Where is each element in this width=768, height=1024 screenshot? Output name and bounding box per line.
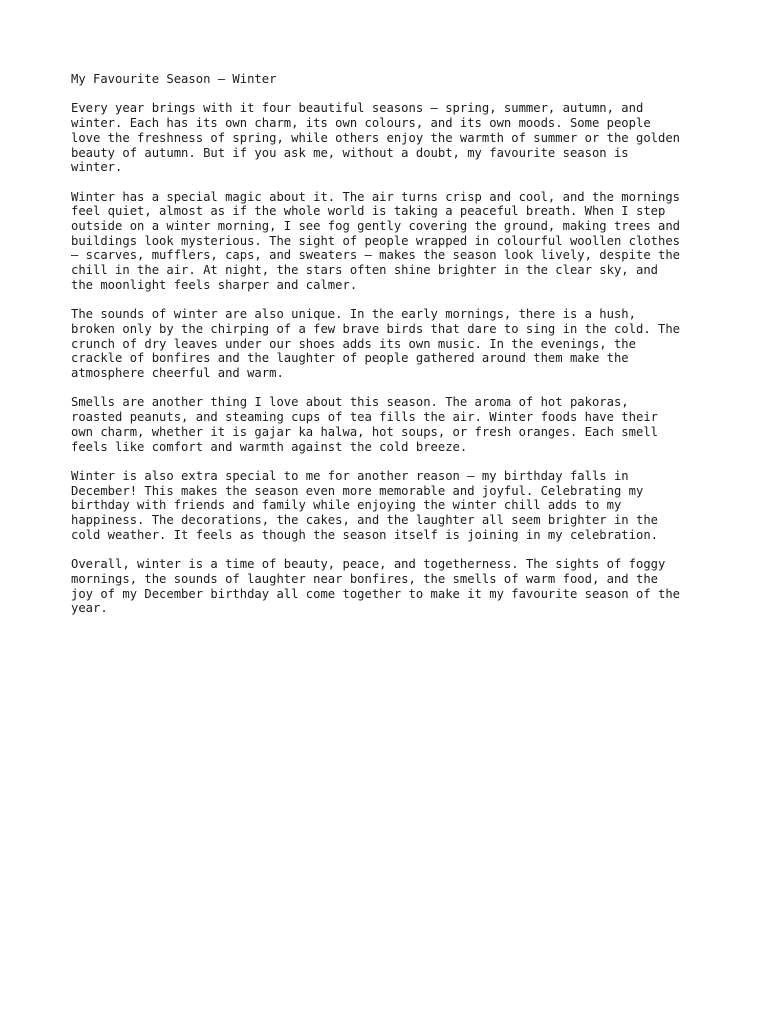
document-title: My Favourite Season – Winter <box>71 72 277 86</box>
text-line: The sounds of winter are also unique. In the early mornings, there is a hush, <box>71 307 636 322</box>
text-line: cold weather. It feels as though the season itself is joining in my celebration. <box>71 527 658 542</box>
text-line: mornings, the sounds of laughter near bonfires, the smells of warm food, and the <box>71 571 658 586</box>
text-line: broken only by the chirping of a few brave birds that dare to sing in the cold. The <box>71 321 681 336</box>
text-line: Smells are another thing I love about this season. The aroma of hot pakoras, <box>71 395 629 410</box>
text-line: Winter has a special magic about it. The air turns crisp and cool, and the mornings <box>71 189 681 204</box>
paragraph <box>71 307 711 381</box>
text-line: Overall, winter is a time of beauty, peace, and togetherness. The sights of foggy <box>71 557 666 572</box>
text-line: love the freshness of spring, while others enjoy the warmth of summer or the golden <box>71 130 681 145</box>
text-line: December! This makes the season even more memorable and joyful. Celebrating my <box>71 483 644 498</box>
paragraph <box>71 395 711 454</box>
text-line: happiness. The decorations, the cakes, and the laughter all seem brighter in the <box>71 513 658 528</box>
text-line: the moonlight feels sharper and calmer. <box>71 277 358 292</box>
document-page <box>71 72 711 631</box>
text-line: Every year brings with it four beautiful seasons – spring, summer, autumn, and <box>71 101 644 116</box>
text-line: buildings look mysterious. The sight of people wrapped in colourful woollen clothes <box>71 233 681 248</box>
text-line: atmosphere cheerful and warm. <box>71 366 284 381</box>
text-line: year. <box>71 601 108 616</box>
text-line: beauty of autumn. But if you ask me, without a doubt, my favourite season is <box>71 145 629 160</box>
text-line: crunch of dry leaves under our shoes adds its own music. In the evenings, the <box>71 336 636 351</box>
text-line: chill in the air. At night, the stars often shine brighter in the clear sky, and <box>71 263 658 278</box>
text-line: outside on a winter morning, I see fog gently covering the ground, making trees and <box>71 219 681 233</box>
text-line: – scarves, mufflers, caps, and sweaters – makes the season look lively, despite the <box>71 248 681 263</box>
paragraph <box>71 469 711 543</box>
text-line: feel quiet, almost as if the whole world is taking a peaceful breath. When I step <box>71 204 666 219</box>
text-line: own charm, whether it is gajar ka halwa, hot soups, or fresh oranges. Each smell <box>71 424 658 439</box>
text-line: Winter is also extra special to me for another reason – my birthday falls in <box>71 468 629 483</box>
text-line: winter. Each has its own charm, its own colours, and its own moods. Some people <box>71 116 651 131</box>
text-line: joy of my December birthday all come together to make it my favourite season of the <box>71 586 681 601</box>
paragraph <box>71 190 711 293</box>
document-body <box>71 101 711 616</box>
text-line: feels like comfort and warmth against the cold breeze. <box>71 439 468 454</box>
paragraph <box>71 557 711 616</box>
text-line: roasted peanuts, and steaming cups of tea fills the air. Winter foods have their <box>71 410 658 425</box>
text-line: birthday with friends and family while enjoying the winter chill adds to my <box>71 498 622 513</box>
text-line: crackle of bonfires and the laughter of people gathered around them make the <box>71 351 629 366</box>
paragraph <box>71 101 711 175</box>
text-line: winter. <box>71 160 123 175</box>
